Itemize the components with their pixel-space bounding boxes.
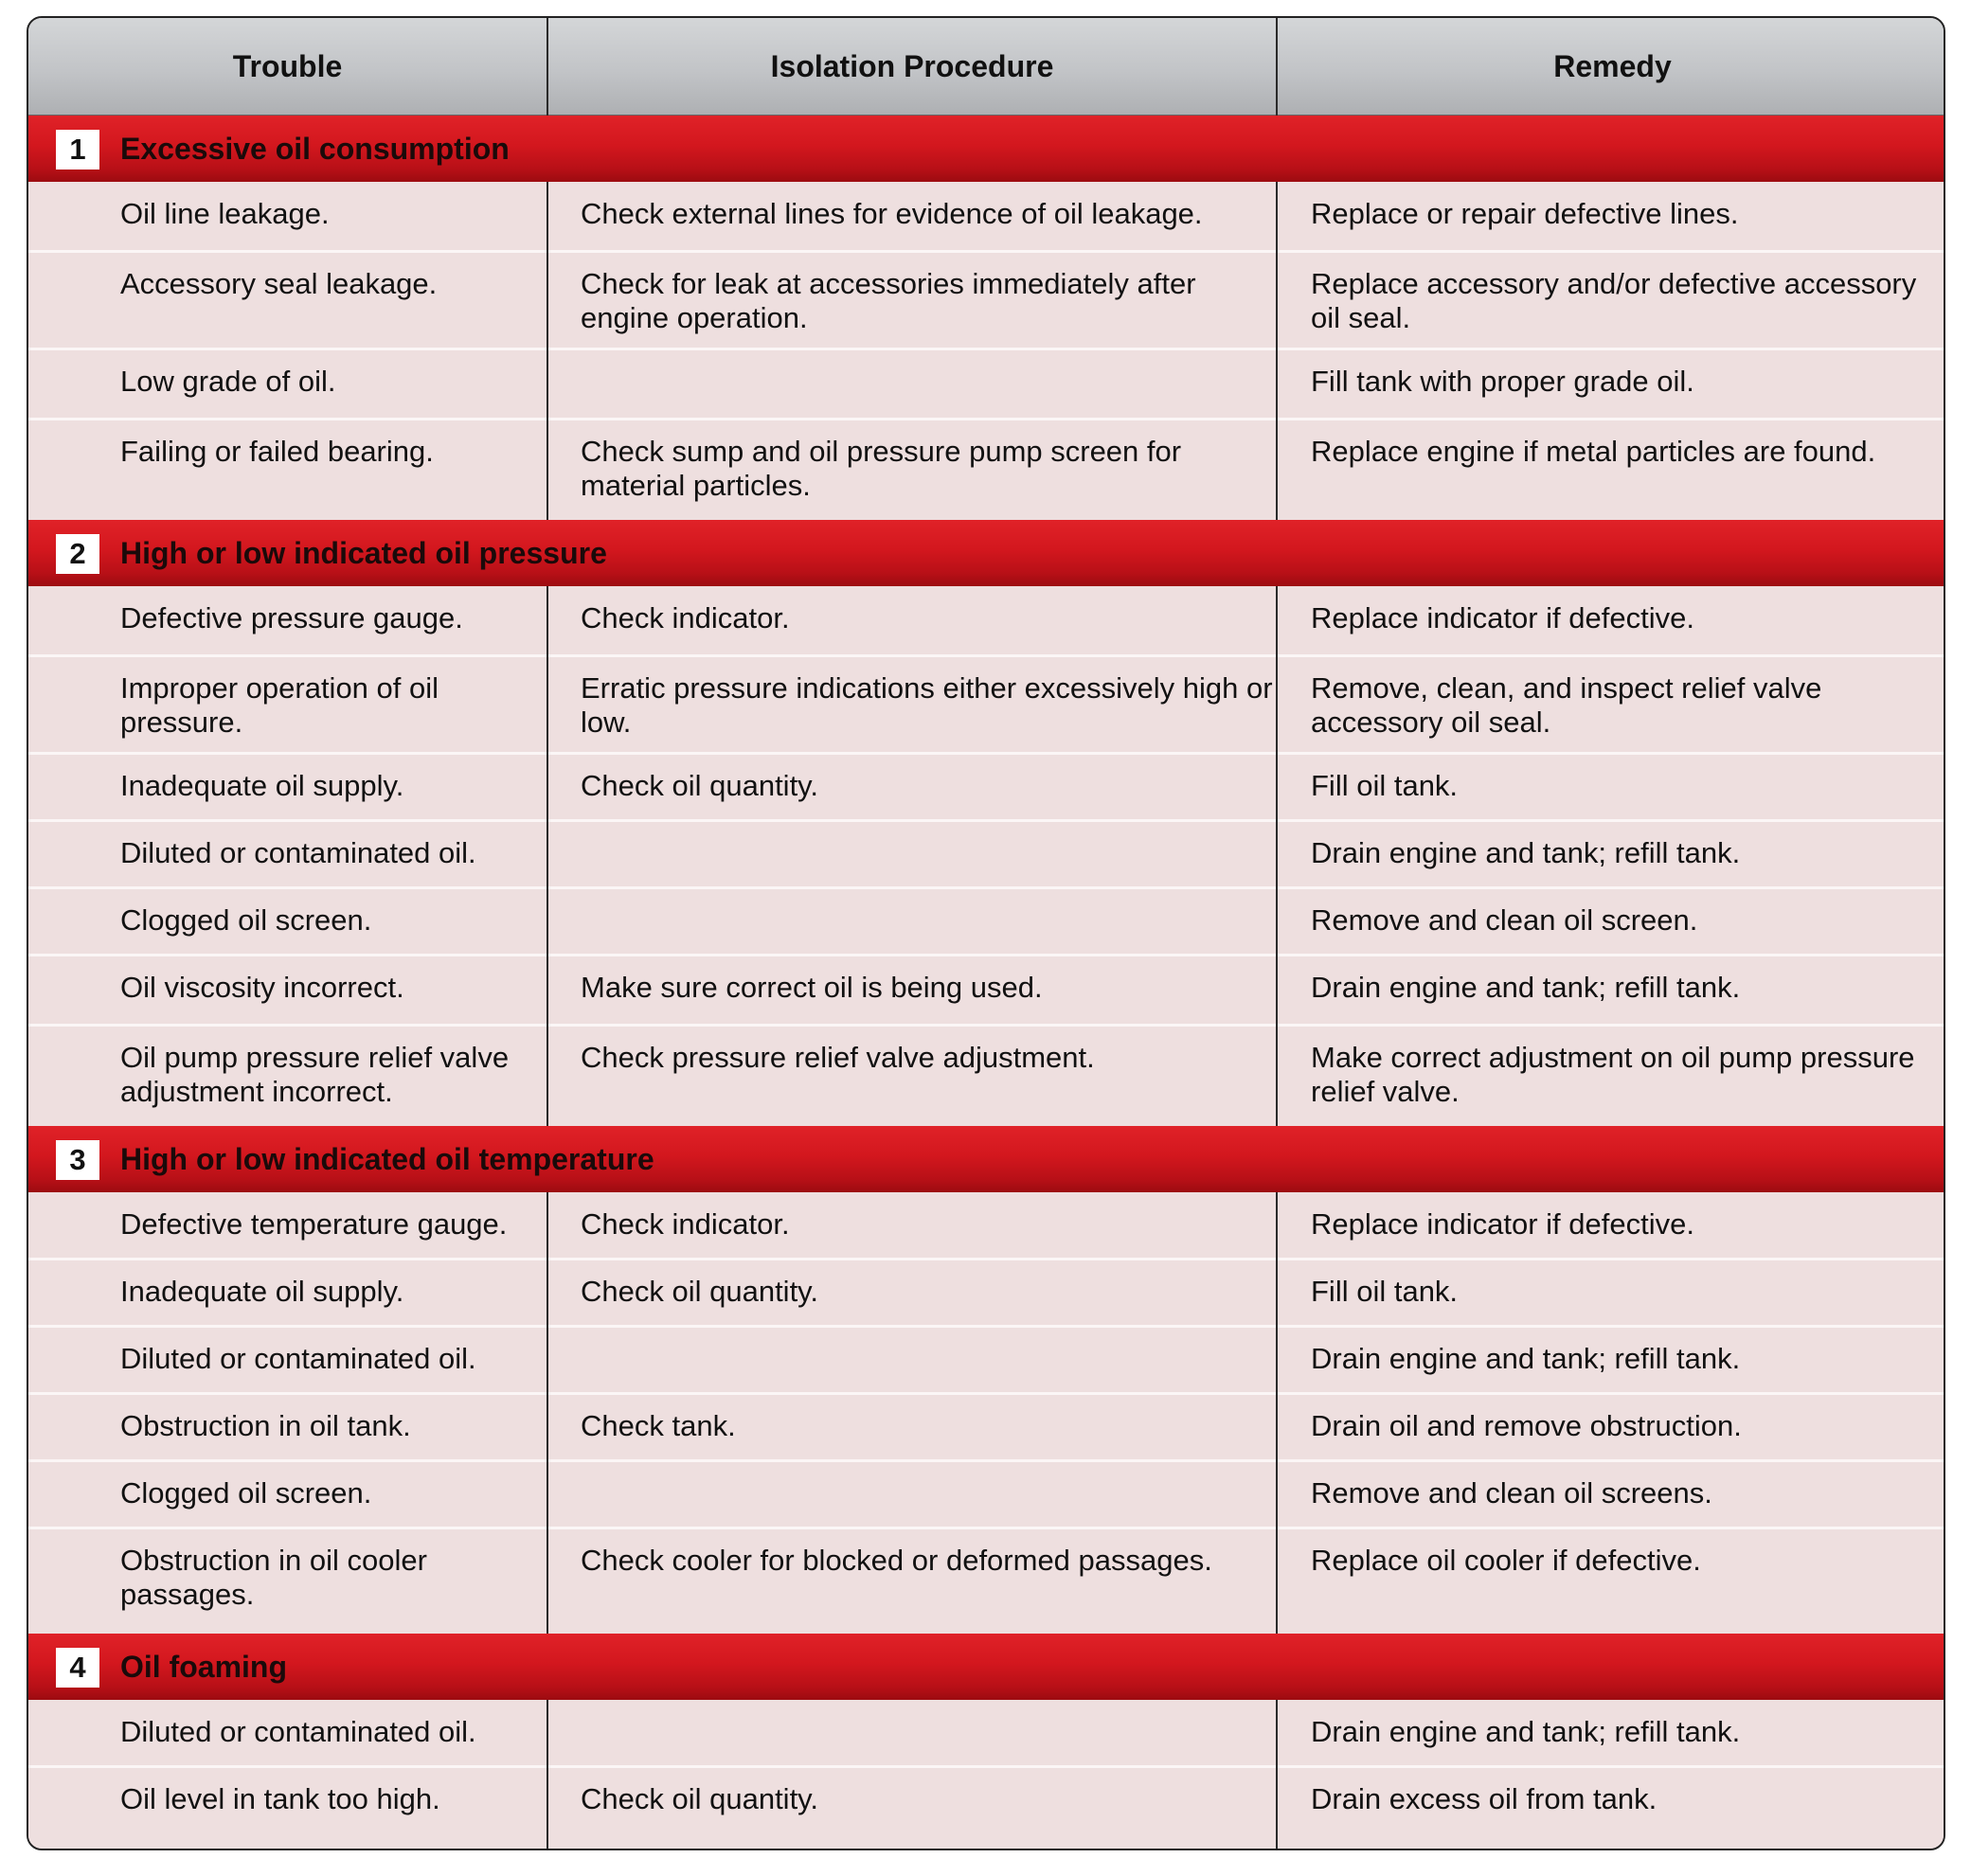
isolation-cell: Check oil quantity. xyxy=(581,1782,818,1815)
table-row xyxy=(28,956,1944,1026)
column-divider xyxy=(1276,18,1278,1849)
table-row xyxy=(28,1327,1944,1394)
row-separator xyxy=(28,1258,1944,1260)
trouble-cell: Improper operation of oil pressure. xyxy=(120,671,439,739)
isolation-cell: Check oil quantity. xyxy=(581,769,818,802)
header-trouble: Trouble xyxy=(232,48,343,83)
remedy-cell: Fill oil tank. xyxy=(1311,769,1459,802)
table-row xyxy=(28,1260,1944,1327)
row-separator xyxy=(28,348,1944,350)
table-row xyxy=(28,182,1944,252)
trouble-cell: Failing or failed bearing. xyxy=(120,435,434,468)
header-isolation-procedure: Isolation Procedure xyxy=(770,48,1054,83)
remedy-cell: Remove and clean oil screen. xyxy=(1311,903,1698,937)
section-number-badge: 2 xyxy=(56,534,99,574)
trouble-cell: Oil level in tank too high. xyxy=(120,1782,440,1815)
troubleshooting-table xyxy=(27,16,1945,1850)
row-separator xyxy=(28,1459,1944,1462)
remedy-cell: Remove, clean, and inspect relief valve accessory oil seal. xyxy=(1311,671,1822,739)
isolation-cell: Check external lines for evidence of oil leakage. xyxy=(581,197,1203,230)
table-row xyxy=(28,1461,1944,1528)
section-header xyxy=(28,116,1944,182)
column-divider xyxy=(547,18,548,1849)
row-separator xyxy=(28,886,1944,889)
remedy-cell: Replace engine if metal particles are found. xyxy=(1311,435,1876,468)
remedy-cell: Replace indicator if defective. xyxy=(1311,1207,1694,1241)
trouble-cell: Diluted or contaminated oil. xyxy=(120,836,476,869)
section-title: Excessive oil consumption xyxy=(120,132,510,166)
remedy-cell: Replace oil cooler if defective. xyxy=(1311,1544,1701,1577)
trouble-cell: Clogged oil screen. xyxy=(120,1476,372,1510)
section-header xyxy=(28,520,1944,586)
table-row xyxy=(28,1026,1944,1126)
section-header xyxy=(28,1634,1944,1700)
trouble-cell: Obstruction in oil tank. xyxy=(120,1409,411,1442)
row-separator xyxy=(28,819,1944,822)
section-number-badge: 1 xyxy=(56,130,99,170)
row-separator xyxy=(28,1765,1944,1768)
remedy-cell: Drain engine and tank; refill tank. xyxy=(1311,1715,1741,1748)
section-title: High or low indicated oil pressure xyxy=(120,536,607,570)
trouble-cell: Inadequate oil supply. xyxy=(120,1275,404,1308)
section-number-badge: 4 xyxy=(56,1648,99,1688)
table-row xyxy=(28,420,1944,520)
remedy-cell: Drain oil and remove obstruction. xyxy=(1311,1409,1742,1442)
table-row xyxy=(28,252,1944,349)
trouble-cell: Obstruction in oil cooler passages. xyxy=(120,1544,427,1611)
trouble-cell: Diluted or contaminated oil. xyxy=(120,1342,476,1375)
section-number-badge: 3 xyxy=(56,1140,99,1180)
table-row xyxy=(28,1192,1944,1260)
table-row xyxy=(28,1700,1944,1767)
trouble-cell: Oil line leakage. xyxy=(120,197,330,230)
remedy-cell: Replace or repair defective lines. xyxy=(1311,197,1739,230)
section-title: Oil foaming xyxy=(120,1650,287,1684)
table-row xyxy=(28,888,1944,956)
trouble-cell: Clogged oil screen. xyxy=(120,903,372,937)
remedy-cell: Make correct adjustment on oil pump pressure relief valve. xyxy=(1311,1041,1915,1108)
row-separator xyxy=(28,1024,1944,1027)
table-row xyxy=(28,349,1944,420)
trouble-cell: Defective temperature gauge. xyxy=(120,1207,508,1241)
isolation-cell: Check sump and oil pressure pump screen for material particles. xyxy=(581,435,1182,502)
row-separator xyxy=(28,418,1944,420)
table-row xyxy=(28,1767,1944,1850)
table-header xyxy=(28,18,1944,116)
table-row xyxy=(28,821,1944,888)
table-row xyxy=(28,754,1944,821)
remedy-cell: Replace accessory and/or defective accessory oil seal. xyxy=(1311,267,1917,334)
trouble-cell: Accessory seal leakage. xyxy=(120,267,438,300)
isolation-cell: Check pressure relief valve adjustment. xyxy=(581,1041,1095,1074)
isolation-cell: Check oil quantity. xyxy=(581,1275,818,1308)
table-row xyxy=(28,1528,1944,1634)
header-remedy: Remedy xyxy=(1553,48,1672,83)
row-separator xyxy=(28,250,1944,253)
section-header xyxy=(28,1126,1944,1192)
row-separator xyxy=(28,752,1944,755)
isolation-cell: Check indicator. xyxy=(581,1207,790,1241)
remedy-cell: Drain engine and tank; refill tank. xyxy=(1311,971,1741,1004)
trouble-cell: Defective pressure gauge. xyxy=(120,601,463,634)
remedy-cell: Drain engine and tank; refill tank. xyxy=(1311,836,1741,869)
row-separator xyxy=(28,1527,1944,1529)
trouble-cell: Oil pump pressure relief valve adjustment incorrect. xyxy=(120,1041,510,1108)
isolation-cell: Make sure correct oil is being used. xyxy=(581,971,1043,1004)
section-title: High or low indicated oil temperature xyxy=(120,1142,654,1176)
row-separator xyxy=(28,654,1944,657)
isolation-cell: Erratic pressure indications either excessively high or low. xyxy=(581,671,1273,739)
table-row xyxy=(28,656,1944,754)
row-separator xyxy=(28,954,1944,956)
isolation-cell: Check tank. xyxy=(581,1409,736,1442)
isolation-cell: Check cooler for blocked or deformed passages. xyxy=(581,1544,1212,1577)
remedy-cell: Drain excess oil from tank. xyxy=(1311,1782,1657,1815)
remedy-cell: Drain engine and tank; refill tank. xyxy=(1311,1342,1741,1375)
table-row xyxy=(28,1394,1944,1461)
remedy-cell: Replace indicator if defective. xyxy=(1311,601,1694,634)
table-row xyxy=(28,586,1944,656)
isolation-cell: Check for leak at accessories immediately after engine operation. xyxy=(581,267,1196,334)
trouble-cell: Diluted or contaminated oil. xyxy=(120,1715,476,1748)
remedy-cell: Fill tank with proper grade oil. xyxy=(1311,365,1694,398)
row-separator xyxy=(28,1325,1944,1328)
trouble-cell: Inadequate oil supply. xyxy=(120,769,404,802)
row-separator xyxy=(28,1392,1944,1395)
isolation-cell: Check indicator. xyxy=(581,601,790,634)
trouble-cell: Low grade of oil. xyxy=(120,365,336,398)
remedy-cell: Remove and clean oil screens. xyxy=(1311,1476,1712,1510)
remedy-cell: Fill oil tank. xyxy=(1311,1275,1459,1308)
trouble-cell: Oil viscosity incorrect. xyxy=(120,971,404,1004)
